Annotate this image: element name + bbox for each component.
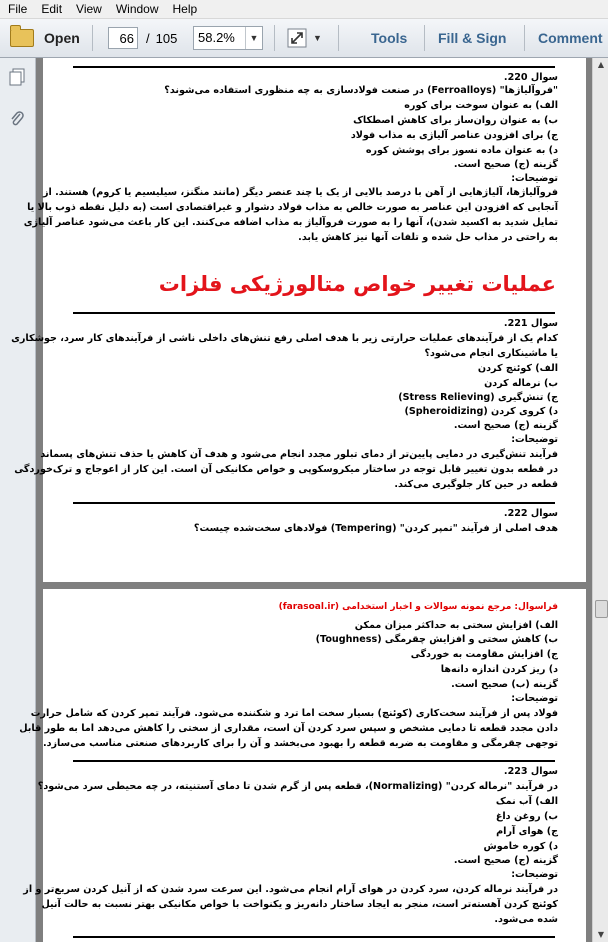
explanation-label: توضیحات: [511, 693, 558, 704]
question-text: کدام یک از فرآیندهای عملیات حرارتی زیر با هدف اصلی رفع تنش‌های داخلی ناشی از فرآیندهای کار سرد، جوشکاری [11, 333, 558, 344]
divider [73, 312, 555, 314]
explanation-line: شده می‌شود. [494, 914, 558, 925]
scrollbar-thumb[interactable] [595, 600, 608, 618]
question-number: سوال 222. [503, 508, 558, 519]
divider [73, 760, 555, 762]
explanation-line: در قطعه بدون تغییر قابل توجه در ساختار میکروسکوپی و خواص مکانیکی آن است. این کار از اعوجاج و ترک‌خوردگی [14, 464, 558, 475]
explanation-line: فرآیند تنش‌گیری در دمایی پایین‌تر از دمای تبلور مجدد انجام می‌شود و هدف آن کاهش یا حذف تنش‌های پسماند [40, 449, 558, 460]
pdf-page [19, 589, 586, 942]
divider [73, 936, 555, 938]
answer: گزینه (ج) صحیح است. [453, 855, 558, 866]
pdf-page [11, 58, 586, 582]
option: ب) به عنوان روان‌ساز برای کاهش اصطکاک [353, 115, 558, 126]
total-pages: 105 [155, 30, 178, 46]
explanation-line: قطعه در حین کار جلوگیری می‌کند. [394, 479, 558, 490]
toolbar-divider [274, 25, 275, 51]
explanation-line: فروآلیاژها، آلیاژهایی از آهن با درصد بالایی از یک یا چند عنصر دیگر (مانند منگنز، سیلیسیم یا کروم) هستند. از [43, 187, 558, 198]
toolbar [0, 19, 608, 58]
toolbar-divider [524, 25, 525, 51]
explanation-line: دادن مجدد قطعه تا دمایی مشخص و سپس سرد کردن آن است، مقداری از سختی را کاهش می‌دهد اما به طور قابل [19, 723, 558, 734]
menu-help[interactable]: Help [172, 2, 198, 16]
option: ج) تنش‌گیری (Stress Relieving) [398, 392, 558, 403]
toolbar-divider [92, 25, 93, 51]
source-header: فراسوال: مرجع نمونه سوالات و اخبار استخدامی (farasoal.ir) [278, 602, 558, 612]
option: الف) به عنوان سوخت برای کوره [404, 100, 558, 111]
menu-file[interactable]: File [8, 2, 28, 16]
folder-icon [10, 29, 34, 47]
explanation-label: توضیحات: [511, 434, 558, 445]
question-text: در فرآیند "نرماله کردن" (Normalizing)، قطعه پس از گرم شدن تا دمای آستنیته، در چه محیطی سرد می‌شود؟ [37, 781, 558, 792]
menu-view[interactable]: View [76, 2, 102, 16]
option: د) ریز کردن اندازه دانه‌ها [440, 664, 558, 675]
question-text: یا ماشینکاری انجام می‌شود؟ [424, 348, 558, 359]
option: ج) افزایش مقاومت به خوردگی [410, 649, 558, 660]
scroll-up-icon[interactable]: ▲ [597, 60, 605, 69]
option: ب) نرماله کردن [484, 378, 558, 389]
question-number: سوال 221. [503, 318, 558, 329]
question-text: هدف اصلی از فرآیند "تمپر کردن" (Tempering) فولادهای سخت‌شده چیست؟ [193, 523, 558, 534]
menu-edit[interactable]: Edit [41, 2, 63, 16]
option: الف) کوئنچ کردن [477, 363, 558, 374]
option: د) کروی کردن (Spheroidizing) [404, 406, 558, 417]
zoom-value: 58.2% [198, 30, 235, 45]
page-number-input[interactable]: 66 [108, 27, 138, 49]
zoom-select[interactable] [193, 26, 263, 50]
option: د) به عنوان ماده نسوز برای پوشش کوره [365, 145, 558, 156]
explanation-label: توضیحات: [511, 869, 558, 880]
open-label: Open [44, 30, 80, 46]
fill-sign-button[interactable]: Fill & Sign [438, 30, 507, 46]
divider [73, 66, 555, 68]
chevron-down-icon[interactable]: ▼ [245, 27, 262, 49]
explanation-line: به راحتی در مذاب حل شده و تلفات آنها نیز کاهش یابد. [298, 232, 558, 243]
explanation-line: توجهی چقرمگی و مقاومت به ضربه قطعه را بهبود می‌بخشد و آن را برای کاربردهای صنعتی مناسب می‌سازد. [42, 738, 558, 749]
question-number: سوال 223. [503, 766, 558, 777]
divider [73, 502, 555, 504]
explanation-line: تمایل شدید به اکسید شدن)، آنها را به صورت فروآلیاژ به مذاب اضافه می‌کنند. این کار باعث می‌شود عناصر آلیاژی [23, 217, 558, 228]
tools-button[interactable]: Tools [371, 30, 408, 46]
explanation-line: کوئنچ کردن آهسته‌تر است، منجر به ایجاد ساختار دانه‌ریز و یکنواخت با خواص مکانیکی بهتر نسبت به حالت آنیل [41, 899, 558, 910]
option: ب) روغن داغ [495, 811, 558, 822]
option: د) کوره خاموش [483, 841, 558, 852]
explanation-line: فولاد پس از فرآیند سخت‌کاری (کوئنچ) بسیار سخت اما ترد و شکننده می‌شود. فرآیند تمپر کردن که شامل حرارت [30, 708, 558, 719]
expand-menu-icon[interactable]: ▼ [313, 33, 322, 43]
explanation-label: توضیحات: [511, 173, 558, 184]
answer: گزینه (ج) صحیح است. [453, 420, 558, 431]
expand-icon [287, 28, 307, 48]
option: الف) آب نمک [495, 796, 558, 807]
question-text: "فروآلیاژها" (Ferroalloys) در صنعت فولادسازی به چه منظوری استفاده می‌شوند؟ [164, 85, 558, 96]
option: الف) افزایش سختی به حداکثر میزان ممکن [354, 620, 558, 631]
expand-button[interactable] [287, 19, 322, 57]
menu-bar [0, 0, 608, 19]
section-heading: عملیات تغییر خواص متالورژیکی فلزات [158, 272, 556, 296]
page-separator: / [146, 30, 150, 46]
comment-button[interactable]: Comment [538, 30, 603, 46]
navigation-pane [0, 58, 36, 942]
explanation-line: در فرآیند نرماله کردن، سرد کردن در هوای آرام انجام می‌شود. این سرعت سرد شدن که از آنیل کردن سریع‌تر و از [23, 884, 558, 895]
scroll-down-icon[interactable]: ▼ [597, 930, 605, 939]
open-button[interactable] [10, 19, 80, 57]
option: ب) کاهش سختی و افزایش چقرمگی (Toughness) [315, 634, 558, 645]
vertical-scrollbar[interactable] [592, 58, 608, 942]
attachment-icon[interactable] [9, 110, 25, 128]
menu-window[interactable]: Window [115, 2, 159, 16]
question-number: سوال 220. [503, 72, 558, 83]
option: ج) برای افزودن عناصر آلیاژی به مذاب فولاد [350, 130, 558, 141]
option: ج) هوای آرام [496, 826, 558, 837]
answer: گزینه (ب) صحیح است. [451, 679, 558, 690]
pages-panel-icon[interactable] [9, 68, 25, 86]
toolbar-divider [338, 25, 339, 51]
explanation-line: آنجایی که افزودن این عناصر به صورت خالص به مذاب فولاد دشوار و غیراقتصادی است (به دلیل نقطه ذوب بالا یا [27, 202, 558, 213]
toolbar-divider [424, 25, 425, 51]
answer: گزینه (ج) صحیح است. [453, 159, 558, 170]
